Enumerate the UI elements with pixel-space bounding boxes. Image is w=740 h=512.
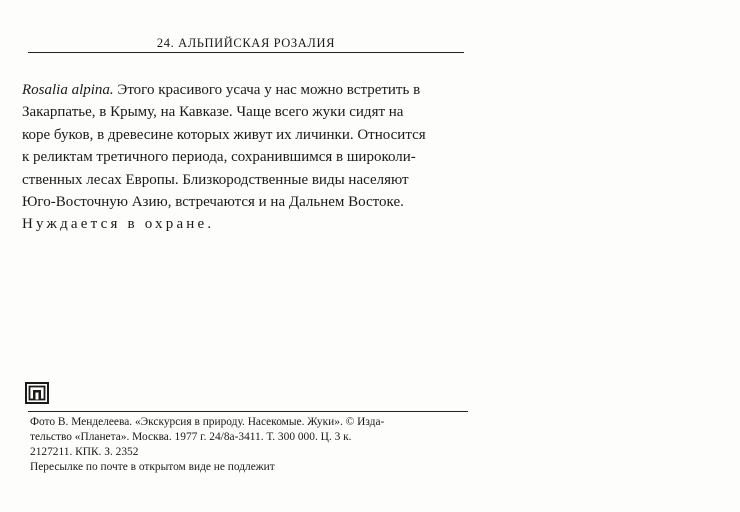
header-divider [28,52,464,53]
description-line-1 [22,79,472,101]
species-description [22,79,472,236]
description-line-2 [22,101,472,123]
description-line-6: Юго-Восточную Азию, встречаются и на Дальнем Востоке. [22,194,404,211]
publisher-logo-icon [25,382,49,404]
latin-name: Rosalia alpina. [22,82,114,98]
description-line-2-text: Закарпатье, в Крыму, на Кавказе. Чаще всего жуки сидят на [22,104,404,121]
imprint-line-4: Пересылке по почте в открытом виде не подлежит [30,461,275,473]
footer-divider [28,411,468,412]
imprint-line-3: 2127211. КПК. З. 2352 [30,446,139,458]
imprint-line-1: Фото В. Менделеева. «Экскурсия в природу. Насекомые. Жуки». © Изда- [30,416,385,428]
card-header [28,34,464,54]
page-title: 24. АЛЬПИЙСКАЯ РОЗАЛИЯ [156,36,336,50]
description-line-5: ственных лесах Европы. Близкородственные виды населяют [22,171,409,188]
description-line-7: Нуждается в охране. [22,216,215,233]
description-line-4: к реликтам третичного периода, сохранившимся в широколи- [22,149,416,166]
description-line-1-text: Этого красивого усача у нас можно встретить в [117,82,421,98]
publication-imprint [30,415,470,475]
description-line-3: коре буков, в древесине которых живут их личинки. Относится [22,126,426,143]
imprint-line-2: тельство «Планета». Москва. 1977 г. 24/8а-3411. Т. 300 000. Ц. 3 к. [30,431,352,443]
